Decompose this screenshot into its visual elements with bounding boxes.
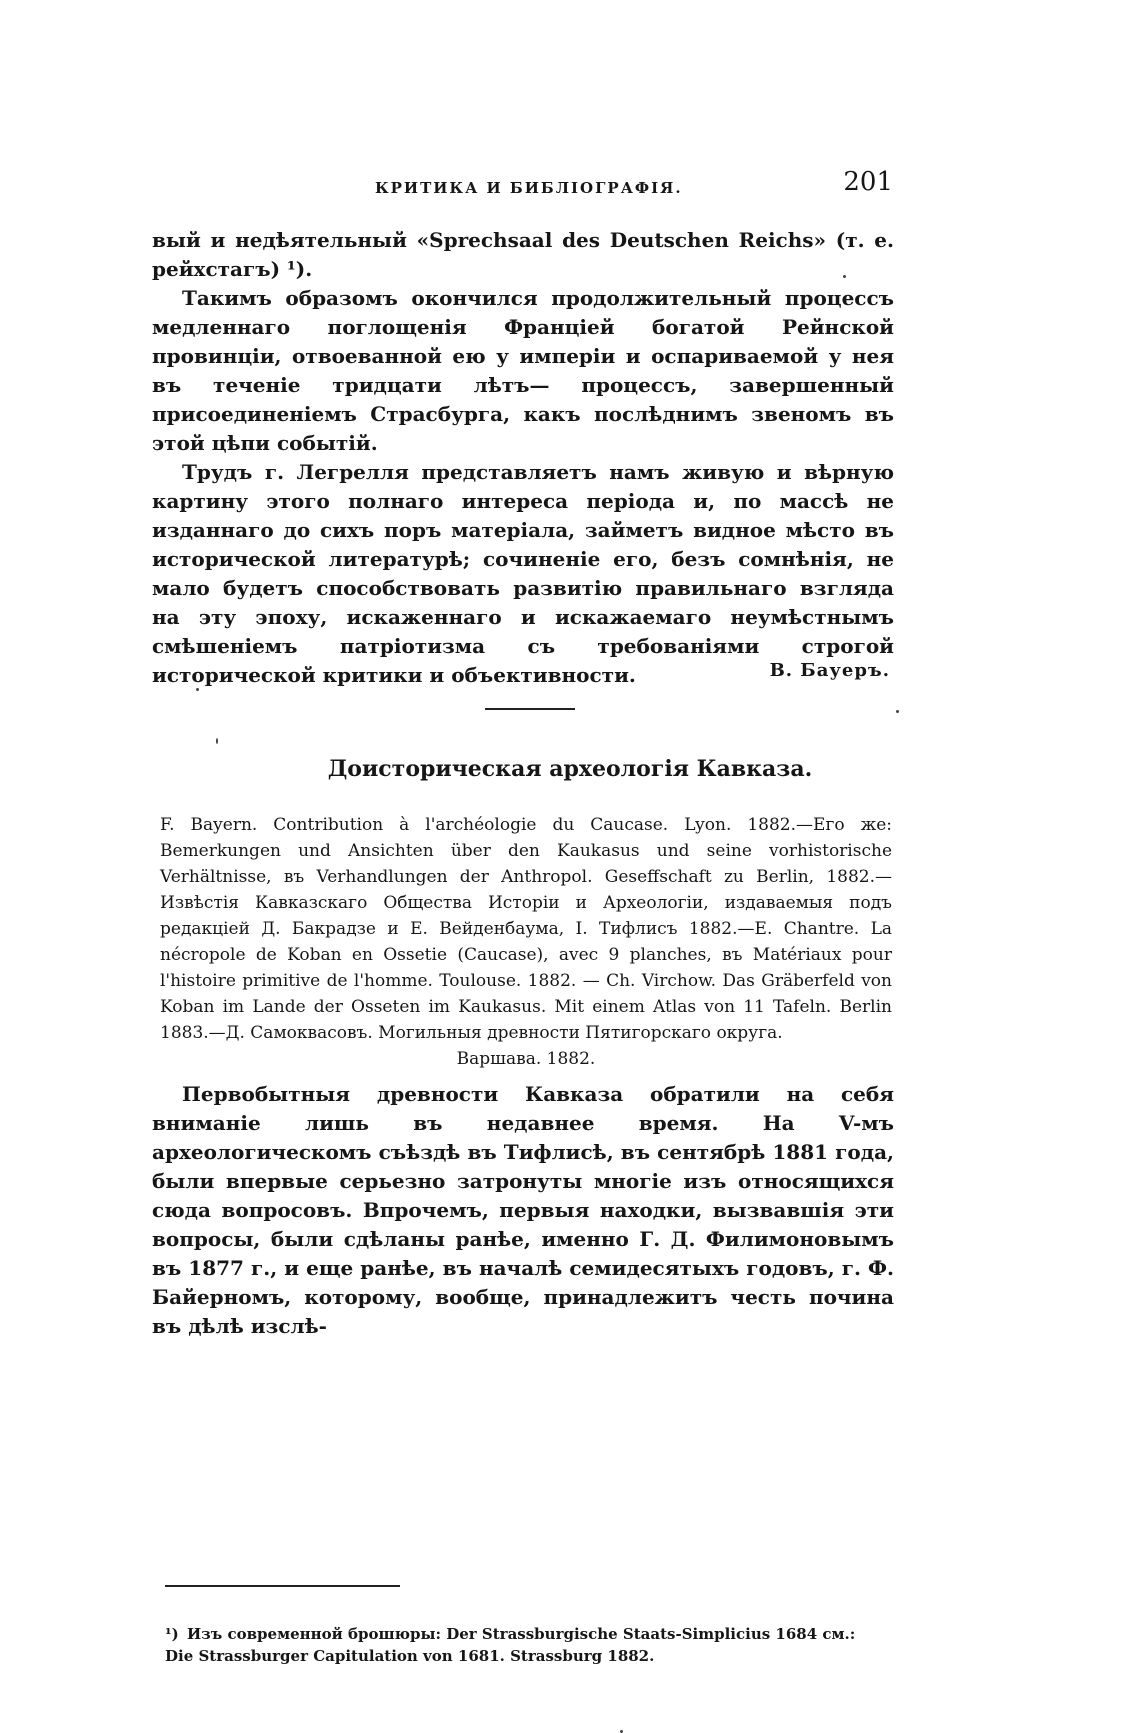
print-speck bbox=[216, 738, 218, 744]
bibliography-tail: Варшава. 1882. bbox=[456, 1049, 596, 1069]
review-signature: В. Бауеръ. bbox=[769, 660, 890, 681]
bibliography-entries: F. Bayern. Contribution à l'archéologie du Caucase. Lyon. 1882.—Его же: Bemerkungen und Ansichten über den Kaukasus und seine vorhistorische Verhältnisse, въ Verhandlungen der Anthropol. Geseffschaft zu Berlin, 1882.—Извѣстія Кавказскаго Общества Исторіи и Археологіи, издаваемыя подъ редакціей Д. Бакрадзе и Е. Вейденбаума, I. Тифлисъ 1882.—E. Chantre. La nécropole de Koban en Ossetie (Caucase), avec 9 planches, въ Matériaux pour l'histoire primitive de l'homme. Toulouse. 1882. — Ch. Virchow. Das Gräberfeld von Koban im Lande der Osseten im Kaukasus. Mit einem Atlas von 11 Tafeln. Berlin 1883.—Д. Самоквасовъ. Могильныя древности Пятигорскаго округа. bbox=[160, 815, 892, 1043]
section-title: Доисторическая археологія Кавказа. bbox=[327, 756, 813, 782]
page-number: 201 bbox=[843, 167, 893, 197]
footnote-marker: ¹) bbox=[165, 1625, 179, 1643]
section-body bbox=[152, 1080, 894, 1341]
footnote-text: Изъ современной брошюры: Der Strassburgische Staats-Simplicius 1684 см.: Die Strassburger Capitulation von 1681. Strassburg 1882. bbox=[165, 1625, 856, 1665]
bibliography-list bbox=[160, 812, 892, 1072]
page-header bbox=[145, 167, 895, 207]
footnote-separator bbox=[165, 1585, 400, 1587]
print-speck bbox=[843, 275, 846, 278]
footnote bbox=[165, 1623, 885, 1667]
section-divider bbox=[485, 708, 575, 710]
section-paragraph-1: Первобытныя древности Кавказа обратили на себя вниманіе лишь въ недавнее время. На V-мъ археологическомъ съѣздѣ въ Тифлисѣ, въ сентябрѣ 1881 года, были впервые серьезно затронуты многіе изъ относящихся сюда вопросовъ. Впрочемъ, первыя находки, вызвавшія эти вопросы, были сдѣланы ранѣе, именно Г. Д. Филимоновымъ въ 1877 г., и еще ранѣе, въ началѣ семидесятыхъ годовъ, г. Ф. Байерномъ, которому, вообще, принадлежитъ честь почина въ дѣлѣ изслѣ- bbox=[152, 1082, 894, 1338]
review-paragraph-3: Трудъ г. Легрелля представляетъ намъ живую и вѣрную картину этого полнаго интереса періода и, по массѣ не изданнаго до сихъ поръ матеріала, займетъ видное мѣсто въ исторической литературѣ; сочиненіе его, безъ сомнѣнія, не мало будетъ способствовать развитію правильнаго взгляда на эту эпоху, искаженнаго и искажаемаго неумѣстнымъ смѣшеніемъ патріотизма съ требованіями строгой исторической критики и объективности. bbox=[152, 460, 894, 687]
print-speck bbox=[896, 710, 899, 713]
review-paragraph-1: вый и недѣятельный «Sprechsaal des Deutschen Reichs» (т. е. рейхстагъ) ¹). bbox=[152, 228, 894, 281]
print-speck bbox=[196, 688, 199, 691]
review-continuation bbox=[152, 226, 894, 690]
running-title: КРИТИКА И БИБЛІОГРАФІЯ. bbox=[375, 179, 683, 197]
review-paragraph-2: Такимъ образомъ окончился продолжительный процессъ медленнаго поглощенія Франціей богатой Рейнской провинціи, отвоеванной ею у имперіи и оспариваемой у нея въ теченіе тридцати лѣтъ— процессъ, завершенный присоединеніемъ Страсбурга, какъ послѣднимъ звеномъ въ этой цѣпи событій. bbox=[152, 286, 894, 455]
